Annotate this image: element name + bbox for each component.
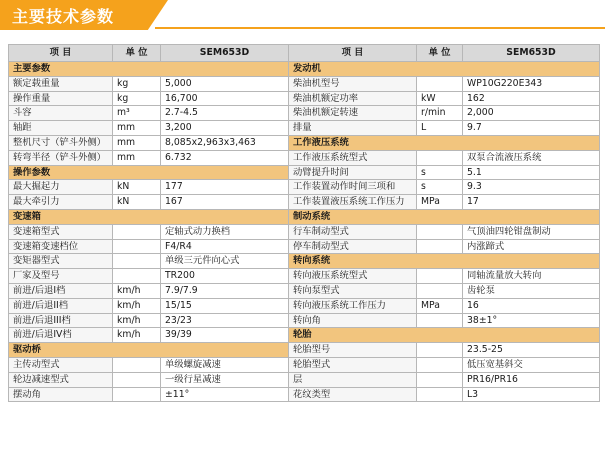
spec-unit	[113, 239, 161, 254]
table-row	[9, 298, 600, 313]
spec-unit: kg	[113, 76, 161, 91]
spec-item: 转向泵型式	[289, 283, 417, 298]
table-row	[9, 254, 600, 269]
spec-value: 9.3	[463, 180, 600, 195]
spec-item: 变速箱型式	[9, 224, 113, 239]
spec-value: 162	[463, 91, 600, 106]
spec-item: 转向液压系统型式	[289, 269, 417, 284]
spec-item: 斗容	[9, 106, 113, 121]
spec-item: 柴油机额定功率	[289, 91, 417, 106]
spec-item: 转向角	[289, 313, 417, 328]
spec-value: 39/39	[161, 328, 289, 343]
spec-item: 花纹类型	[289, 387, 417, 402]
section-header: 工作液压系统	[289, 135, 600, 150]
spec-item: 额定载重量	[9, 76, 113, 91]
spec-value: 齿轮泵	[463, 283, 600, 298]
spec-item: 前进/后退III档	[9, 313, 113, 328]
spec-value: 16	[463, 298, 600, 313]
spec-item: 动臂提升时间	[289, 165, 417, 180]
table-row	[9, 76, 600, 91]
spec-unit: mm	[113, 121, 161, 136]
spec-unit: mm	[113, 150, 161, 165]
spec-value: 定轴式动力换档	[161, 224, 289, 239]
spec-item: 轮胎型式	[289, 357, 417, 372]
header-item: 项 目	[9, 45, 113, 62]
header-item: 项 目	[289, 45, 417, 62]
table-row	[9, 343, 600, 358]
section-header: 转向系统	[289, 254, 600, 269]
title-rule	[155, 27, 605, 29]
section-header: 轮胎	[289, 328, 600, 343]
table-row	[9, 209, 600, 224]
spec-unit: km/h	[113, 328, 161, 343]
table-row	[9, 150, 600, 165]
spec-value: 单级三元件向心式	[161, 254, 289, 269]
page-title: 主要技术参数	[12, 7, 115, 26]
spec-item: 前进/后退I档	[9, 283, 113, 298]
spec-item: 轴距	[9, 121, 113, 136]
header-unit: 单 位	[417, 45, 463, 62]
spec-value: F4/R4	[161, 239, 289, 254]
table-row	[9, 135, 600, 150]
header-model: SEM653D	[161, 45, 289, 62]
spec-unit	[417, 343, 463, 358]
spec-item: 厂家及型号	[9, 269, 113, 284]
table-row	[9, 269, 600, 284]
table-row	[9, 387, 600, 402]
spec-value: 5,000	[161, 76, 289, 91]
spec-item: 最大牵引力	[9, 195, 113, 210]
spec-table	[8, 44, 600, 402]
spec-unit: s	[417, 180, 463, 195]
spec-item: 排量	[289, 121, 417, 136]
spec-value: 2,000	[463, 106, 600, 121]
table-row	[9, 328, 600, 343]
spec-value: 低压宽基斜交	[463, 357, 600, 372]
spec-item: 转向液压系统工作压力	[289, 298, 417, 313]
table-row	[9, 283, 600, 298]
table-row	[9, 372, 600, 387]
spec-item: 柴油机型号	[289, 76, 417, 91]
spec-item: 摆动角	[9, 387, 113, 402]
spec-item: 停车制动型式	[289, 239, 417, 254]
spec-item: 轮边减速型式	[9, 372, 113, 387]
spec-value: L3	[463, 387, 600, 402]
table-row	[9, 239, 600, 254]
table-row	[9, 121, 600, 136]
spec-unit: m³	[113, 106, 161, 121]
section-header: 制动系统	[289, 209, 600, 224]
spec-item: 轮胎型号	[289, 343, 417, 358]
spec-unit	[113, 387, 161, 402]
spec-value: 6.732	[161, 150, 289, 165]
spec-unit: kN	[113, 180, 161, 195]
spec-value: 内涨蹄式	[463, 239, 600, 254]
section-header: 操作参数	[9, 165, 289, 180]
spec-value: 15/15	[161, 298, 289, 313]
spec-item: 前进/后退IV档	[9, 328, 113, 343]
spec-item: 操作重量	[9, 91, 113, 106]
spec-unit	[113, 254, 161, 269]
spec-value: 23.5-25	[463, 343, 600, 358]
spec-item: 行车制动型式	[289, 224, 417, 239]
section-header: 发动机	[289, 62, 600, 77]
spec-value: 5.1	[463, 165, 600, 180]
spec-unit: L	[417, 121, 463, 136]
spec-value: ±11°	[161, 387, 289, 402]
spec-value: 7.9/7.9	[161, 283, 289, 298]
spec-value: 177	[161, 180, 289, 195]
spec-value: TR200	[161, 269, 289, 284]
header-model: SEM653D	[463, 45, 600, 62]
spec-unit	[113, 269, 161, 284]
spec-unit: kW	[417, 91, 463, 106]
section-header: 主要参数	[9, 62, 289, 77]
spec-value: 17	[463, 195, 600, 210]
spec-unit	[417, 313, 463, 328]
table-row	[9, 357, 600, 372]
spec-item: 变速箱变速档位	[9, 239, 113, 254]
spec-value: WP10G220E343	[463, 76, 600, 91]
table-row	[9, 106, 600, 121]
spec-item: 最大掘起力	[9, 180, 113, 195]
table-row	[9, 180, 600, 195]
spec-unit: s	[417, 165, 463, 180]
spec-item: 柴油机额定转速	[289, 106, 417, 121]
spec-unit: km/h	[113, 313, 161, 328]
spec-unit: km/h	[113, 283, 161, 298]
header-unit: 单 位	[113, 45, 161, 62]
spec-value: 23/23	[161, 313, 289, 328]
table-row	[9, 91, 600, 106]
spec-unit: kg	[113, 91, 161, 106]
spec-unit	[417, 150, 463, 165]
spec-item: 整机尺寸（铲斗外侧）	[9, 135, 113, 150]
section-header: 驱动桥	[9, 343, 289, 358]
spec-unit	[417, 76, 463, 91]
spec-value: 38±1°	[463, 313, 600, 328]
spec-value: 一级行星减速	[161, 372, 289, 387]
spec-unit	[417, 239, 463, 254]
spec-value: 9.7	[463, 121, 600, 136]
spec-value: 双泵合流液压系统	[463, 150, 600, 165]
spec-unit: mm	[113, 135, 161, 150]
spec-item: 变矩器型式	[9, 254, 113, 269]
spec-unit	[417, 357, 463, 372]
table-row	[9, 62, 600, 77]
spec-value: 2.7-4.5	[161, 106, 289, 121]
spec-unit	[113, 224, 161, 239]
spec-value: 16,700	[161, 91, 289, 106]
spec-unit: MPa	[417, 298, 463, 313]
spec-item: 主传动型式	[9, 357, 113, 372]
spec-value: 气顶油四轮钳盘制动	[463, 224, 600, 239]
spec-value: 8,085x2,963x3,463	[161, 135, 289, 150]
spec-item: 层	[289, 372, 417, 387]
spec-unit	[417, 269, 463, 284]
spec-unit	[417, 387, 463, 402]
table-row	[9, 313, 600, 328]
spec-value: PR16/PR16	[463, 372, 600, 387]
spec-unit: km/h	[113, 298, 161, 313]
spec-item: 工作装置动作时间三项和	[289, 180, 417, 195]
spec-item: 前进/后退II档	[9, 298, 113, 313]
spec-item: 工作液压系统型式	[289, 150, 417, 165]
table-row	[9, 224, 600, 239]
table-row	[9, 195, 600, 210]
table-header-row	[9, 45, 600, 62]
spec-value: 3,200	[161, 121, 289, 136]
spec-unit	[417, 283, 463, 298]
spec-value: 167	[161, 195, 289, 210]
section-header: 变速箱	[9, 209, 289, 224]
spec-unit	[417, 372, 463, 387]
table-row	[9, 165, 600, 180]
spec-value: 同轴流量放大转向	[463, 269, 600, 284]
spec-value: 单级螺旋减速	[161, 357, 289, 372]
spec-unit	[113, 357, 161, 372]
spec-item: 转弯半径（铲斗外侧）	[9, 150, 113, 165]
spec-unit: MPa	[417, 195, 463, 210]
spec-unit	[417, 224, 463, 239]
spec-unit: r/min	[417, 106, 463, 121]
spec-unit	[113, 372, 161, 387]
spec-item: 工作装置液压系统工作压力	[289, 195, 417, 210]
spec-unit: kN	[113, 195, 161, 210]
